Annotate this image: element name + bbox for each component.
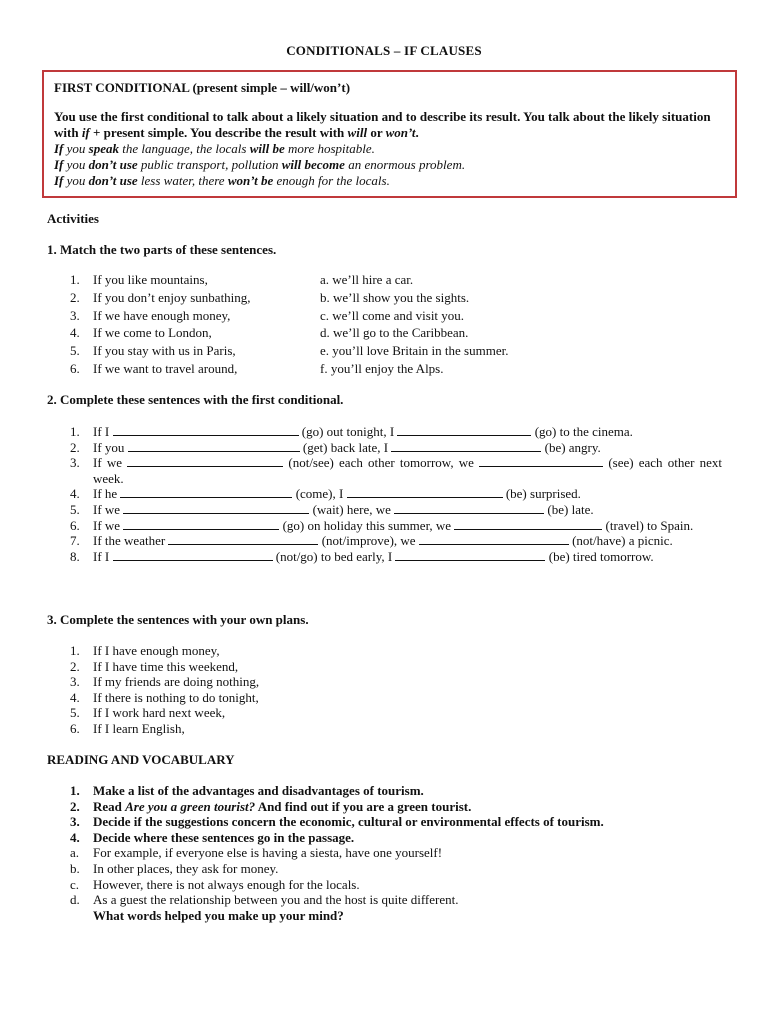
- list-item: c. However, there is not always enough for the locals.: [70, 876, 360, 892]
- answer-blank[interactable]: [394, 502, 544, 514]
- fill-in-list: [70, 424, 722, 564]
- list-item: 2. If you don’t enjoy sunbathing, b. we’ll show you the sights.: [70, 289, 470, 305]
- list-item: 5. If you stay with us in Paris, e. you’ll love Britain in the summer.: [70, 343, 509, 359]
- list-item: 5. If we (wait) here, we (be) late.: [70, 501, 594, 517]
- answer-blank[interactable]: [395, 549, 545, 561]
- list-item: 2. If I have time this weekend,: [70, 658, 239, 674]
- answer-blank[interactable]: [120, 486, 292, 498]
- activities-label: Activities: [47, 211, 99, 226]
- plans-list: [70, 643, 730, 737]
- answer-blank[interactable]: [123, 502, 309, 514]
- example-3: If you don’t use less water, there won’t be enough for the locals.: [54, 173, 390, 188]
- reading-title: READING AND VOCABULARY: [47, 752, 235, 767]
- list-item: b. In other places, they ask for money.: [70, 860, 279, 876]
- list-item: 6. If I learn English,: [70, 720, 185, 736]
- explanation-text: .: [415, 125, 419, 140]
- list-item: 8. If I (not/go) to bed early, I (be) tired tomorrow.: [70, 548, 654, 564]
- list-item: 4. If he (come), I (be) surprised.: [70, 486, 581, 502]
- answer-blank[interactable]: [479, 455, 603, 467]
- grammar-heading: FIRST CONDITIONAL (present simple – will/won’t): [54, 80, 351, 95]
- explanation-will: will: [347, 125, 368, 140]
- list-item: 3. If we (not/see) each other tomorrow, we (see) each other next week.: [70, 455, 723, 486]
- list-item: 5. If I work hard next week,: [70, 705, 226, 721]
- list-item: 3. Decide if the suggestions concern the economic, cultural or environmental effects of tourism.: [70, 814, 604, 830]
- explanation-if: if: [81, 125, 90, 140]
- list-item: 1. If you like mountains, a. we’ll hire a car.: [70, 272, 414, 287]
- list-item: 6. If we want to travel around, f. you’ll enjoy the Alps.: [70, 360, 444, 376]
- list-item: 7. If the weather (not/improve), we (not/have) a picnic.: [70, 533, 673, 549]
- answer-blank[interactable]: [123, 518, 279, 530]
- list-item: 3. If my friends are doing nothing,: [70, 674, 260, 690]
- list-item: 4. Decide where these sentences go in the passage.: [70, 829, 355, 845]
- answer-blank[interactable]: [168, 533, 318, 545]
- match-list: [70, 271, 690, 378]
- answer-blank[interactable]: [454, 518, 602, 530]
- section-1-title: 1. Match the two parts of these sentences.: [47, 242, 277, 257]
- list-item: 4. If we come to London, d. we’ll go to the Caribbean.: [70, 325, 469, 341]
- list-item: 2. Read Are you a green tourist? And find out if you are a green tourist.: [70, 798, 472, 814]
- answer-blank[interactable]: [128, 440, 300, 452]
- answer-blank[interactable]: [113, 424, 299, 436]
- explanation-text: You use the first conditional to talk about a likely situation and to describe its result. You talk about the likely situation with: [54, 109, 711, 140]
- section-2-title: 2. Complete these sentences with the first conditional.: [47, 392, 344, 407]
- answer-blank[interactable]: [397, 424, 531, 436]
- section-3-title: 3. Complete the sentences with your own plans.: [47, 612, 309, 627]
- list-item: 4. If there is nothing to do tonight,: [70, 689, 259, 705]
- answer-blank[interactable]: [127, 455, 283, 467]
- grammar-box: [42, 70, 737, 198]
- list-item: 3. If we have enough money, c. we’ll come and visit you.: [70, 307, 465, 323]
- answer-blank[interactable]: [347, 486, 503, 498]
- list-item: What words helped you make up your mind?: [93, 907, 344, 923]
- reading-list: [70, 783, 730, 923]
- explanation-wont: won’t: [385, 125, 416, 140]
- answer-blank[interactable]: [391, 440, 541, 452]
- list-item: a. For example, if everyone else is having a siesta, have one yourself!: [70, 845, 443, 861]
- answer-blank[interactable]: [419, 533, 569, 545]
- answer-blank[interactable]: [113, 549, 273, 561]
- explanation-text: + present simple. You describe the result with: [89, 125, 348, 140]
- list-item: 6. If we (go) on holiday this summer, we (travel) to Spain.: [70, 517, 694, 533]
- page-title: CONDITIONALS – IF CLAUSES: [286, 43, 482, 58]
- explanation-text: or: [367, 125, 386, 140]
- list-item: d. As a guest the relationship between you and the host is quite different.: [70, 892, 459, 908]
- list-item: 1. If I (go) out tonight, I (go) to the cinema.: [70, 424, 633, 439]
- list-item: 1. Make a list of the advantages and disadvantages of tourism.: [70, 783, 424, 798]
- example-1: If you speak the language, the locals will be more hospitable.: [54, 141, 375, 156]
- list-item: 1. If I have enough money,: [70, 643, 220, 658]
- list-item: 2. If you (get) back late, I (be) angry.: [70, 439, 601, 455]
- grammar-explanation: [54, 109, 725, 141]
- example-2: If you don’t use public transport, pollution will become an enormous problem.: [54, 157, 466, 172]
